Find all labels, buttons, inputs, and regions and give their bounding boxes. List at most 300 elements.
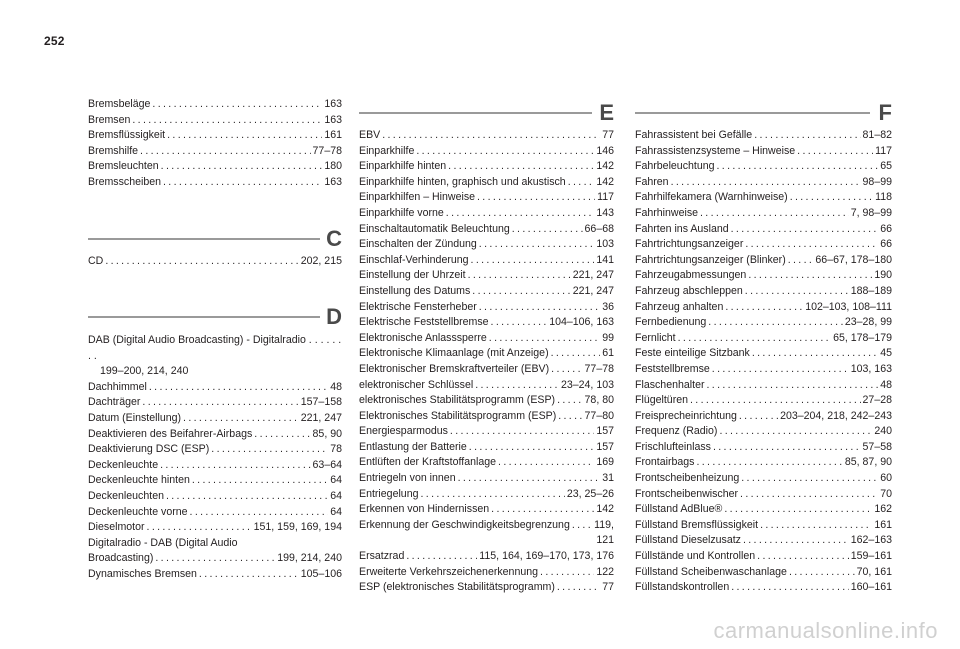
leader-dots bbox=[147, 520, 252, 536]
index-pages: 103 bbox=[596, 238, 614, 251]
index-entry bbox=[88, 489, 342, 505]
index-entry bbox=[88, 551, 342, 567]
index-term: Datum (Einstellung) bbox=[88, 411, 182, 424]
leader-dots bbox=[416, 144, 594, 160]
index-pages: 70, 161 bbox=[856, 565, 892, 578]
index-pages: 162–163 bbox=[850, 534, 892, 547]
section-divider bbox=[88, 316, 320, 318]
index-pages: 142 bbox=[596, 160, 614, 173]
index-pages: 31 bbox=[602, 472, 614, 485]
index-pages: 117 bbox=[875, 144, 892, 157]
index-term: Füllstandskontrollen bbox=[635, 581, 730, 594]
index-group-f bbox=[635, 128, 892, 596]
index-entry bbox=[635, 471, 892, 487]
index-entry bbox=[635, 159, 892, 175]
index-pages: 77–78 bbox=[584, 362, 614, 375]
index-term: Füllstand Scheibenwaschanlage bbox=[635, 565, 787, 578]
index-pages: 115, 164, 169–170, 173, 176 bbox=[479, 550, 614, 563]
index-term: Fernlicht bbox=[635, 331, 676, 344]
index-term: Feststellbremse bbox=[635, 362, 710, 375]
leader-dots bbox=[731, 580, 849, 596]
index-term: Deckenleuchte vorne bbox=[88, 505, 188, 518]
index-pages: 70 bbox=[880, 487, 892, 500]
index-pages: 66–67, 178–180 bbox=[815, 253, 892, 266]
index-term: CD bbox=[88, 255, 104, 267]
index-entry bbox=[635, 253, 892, 269]
index-entry bbox=[635, 518, 892, 534]
index-pages: 66 bbox=[880, 238, 892, 251]
leader-dots bbox=[477, 190, 595, 206]
index-entry bbox=[635, 237, 892, 253]
index-entry bbox=[635, 424, 892, 440]
index-term: Dieselmotor bbox=[88, 521, 145, 534]
index-pages: 23–28, 99 bbox=[844, 316, 892, 329]
leader-dots bbox=[199, 567, 299, 583]
leader-dots bbox=[754, 128, 860, 144]
index-pages: 48 bbox=[880, 378, 892, 391]
leader-dots bbox=[678, 331, 831, 347]
index-term: Fahrassistenzsysteme – Hinweise bbox=[635, 144, 796, 157]
index-term: Fahrtrichtungsanzeiger bbox=[635, 238, 744, 251]
index-term: Einparkhilfe hinten, graphisch und akustisch bbox=[359, 175, 566, 188]
index-term: Digitalradio - DAB (Digital Audio bbox=[88, 536, 238, 549]
leader-dots bbox=[132, 113, 322, 129]
index-pages: 163 bbox=[324, 175, 342, 188]
index-pages: 221, 247 bbox=[572, 269, 614, 282]
index-entry bbox=[635, 378, 892, 394]
index-entry bbox=[635, 533, 892, 549]
index-pages: 85, 90 bbox=[312, 427, 342, 440]
index-entry bbox=[359, 378, 614, 394]
index-term: Einparkhilfe hinten bbox=[359, 160, 447, 173]
index-entry bbox=[359, 331, 614, 347]
index-term: Fahrhilfekamera (Warnhinweise) bbox=[635, 191, 788, 204]
index-term: Deckenleuchte bbox=[88, 458, 159, 471]
index-entry bbox=[359, 315, 614, 331]
leader-dots bbox=[731, 222, 879, 238]
index-pages: 161 bbox=[324, 129, 342, 142]
index-term: Dynamisches Bremsen bbox=[88, 567, 197, 580]
index-entry bbox=[88, 505, 342, 521]
index-term: Flügeltüren bbox=[635, 394, 688, 407]
section-header-c bbox=[88, 224, 342, 254]
index-term: Fahrzeugabmessungen bbox=[635, 269, 747, 282]
leader-dots bbox=[717, 159, 879, 175]
index-pages: 23–24, 103 bbox=[560, 378, 614, 391]
page-number: 252 bbox=[44, 34, 65, 48]
index-pages: 157 bbox=[596, 440, 614, 453]
index-entry bbox=[359, 128, 614, 144]
leader-dots bbox=[498, 455, 594, 471]
index-entry bbox=[635, 580, 892, 596]
leader-dots bbox=[745, 284, 849, 300]
leader-dots bbox=[790, 190, 873, 206]
leader-dots bbox=[551, 346, 601, 362]
leader-dots bbox=[725, 300, 803, 316]
index-term: Fahrzeug anhalten bbox=[635, 300, 724, 313]
index-pages: 78 bbox=[330, 443, 342, 456]
index-pages: 104–106, 163 bbox=[549, 316, 614, 329]
index-pages: 60 bbox=[880, 472, 892, 485]
index-term: Energiesparmodus bbox=[359, 425, 448, 438]
index-pages: 66–68 bbox=[584, 222, 614, 235]
index-entry bbox=[635, 222, 892, 238]
watermark: carmanualsonline.info bbox=[713, 618, 938, 643]
index-pages: 190 bbox=[874, 269, 892, 282]
leader-dots bbox=[142, 395, 298, 411]
index-entry bbox=[359, 580, 614, 596]
leader-dots bbox=[211, 442, 328, 458]
index-entry bbox=[88, 427, 342, 443]
index-entry bbox=[635, 549, 892, 565]
leader-dots bbox=[468, 268, 571, 284]
leader-dots bbox=[719, 424, 872, 440]
index-pages: 159–161 bbox=[850, 550, 892, 563]
leader-dots bbox=[741, 471, 878, 487]
index-entry bbox=[88, 395, 342, 411]
index-term: elektronischer Schlüssel bbox=[359, 378, 474, 391]
index-entry bbox=[635, 190, 892, 206]
index-term: Fahrtrichtungsanzeiger (Blinker) bbox=[635, 253, 786, 266]
index-pages: 199–200, 214, 240 bbox=[100, 365, 189, 378]
index-term: Deckenleuchten bbox=[88, 489, 164, 502]
leader-dots bbox=[190, 505, 329, 521]
index-entry bbox=[359, 471, 614, 487]
index-pages: 118 bbox=[875, 191, 892, 204]
index-pages: 169 bbox=[596, 456, 614, 469]
index-pages: 240 bbox=[874, 425, 892, 438]
index-pages: 64 bbox=[330, 505, 342, 518]
section-header-f bbox=[635, 98, 892, 128]
index-term: Erkennen von Hindernissen bbox=[359, 503, 490, 516]
index-entry bbox=[359, 455, 614, 471]
index-entry bbox=[635, 300, 892, 316]
index-term: Einparkhilfen – Hinweise bbox=[359, 191, 476, 204]
leader-dots bbox=[382, 128, 600, 144]
index-term: Entriegeln von innen bbox=[359, 472, 456, 485]
leader-dots bbox=[540, 565, 594, 581]
index-pages: 141 bbox=[596, 253, 614, 266]
index-pages: 199, 214, 240 bbox=[277, 552, 342, 565]
index-pages: 99 bbox=[602, 331, 614, 344]
index-pages: 221, 247 bbox=[300, 411, 342, 424]
leader-dots bbox=[105, 254, 298, 270]
index-pages: 142 bbox=[596, 175, 614, 188]
leader-dots bbox=[183, 411, 299, 427]
section-letter-c: C bbox=[326, 226, 342, 251]
leader-dots bbox=[743, 533, 849, 549]
index-entry bbox=[359, 440, 614, 456]
index-pages: 105–106 bbox=[300, 567, 342, 580]
index-entry bbox=[359, 518, 614, 534]
index-pages: 98–99 bbox=[862, 175, 892, 188]
index-entry bbox=[635, 206, 892, 222]
section-divider bbox=[359, 112, 592, 114]
index-term: Bremshilfe bbox=[88, 144, 139, 157]
leader-dots bbox=[469, 440, 595, 456]
leader-dots bbox=[557, 580, 600, 596]
section-divider bbox=[635, 112, 870, 114]
index-entry bbox=[359, 237, 614, 253]
index-pages: 48 bbox=[330, 380, 342, 393]
index-term: Ersatzrad bbox=[359, 550, 405, 563]
index-entry bbox=[88, 536, 342, 552]
leader-dots bbox=[708, 315, 843, 331]
index-entry bbox=[359, 502, 614, 518]
leader-dots bbox=[254, 427, 310, 443]
index-pages: 146 bbox=[596, 144, 614, 157]
leader-dots bbox=[166, 489, 328, 505]
index-pages: 77–80 bbox=[584, 409, 614, 422]
leader-dots bbox=[140, 144, 310, 160]
index-pages: 121 bbox=[596, 534, 614, 547]
index-entry bbox=[635, 284, 892, 300]
index-entry bbox=[88, 380, 342, 396]
index-term: Frontscheibenheizung bbox=[635, 472, 740, 485]
index-entry bbox=[359, 144, 614, 160]
index-term: Frontscheibenwischer bbox=[635, 487, 739, 500]
index-entry bbox=[359, 284, 614, 300]
leader-dots bbox=[707, 378, 879, 394]
index-pages: 64 bbox=[330, 474, 342, 487]
index-entry bbox=[88, 159, 342, 175]
index-pages: 77 bbox=[602, 581, 614, 594]
index-entry bbox=[359, 362, 614, 378]
index-entry bbox=[88, 411, 342, 427]
index-pages: 143 bbox=[596, 206, 614, 219]
index-pages: 63–64 bbox=[312, 458, 342, 471]
index-term: Fahrten ins Ausland bbox=[635, 222, 729, 235]
index-term: Füllstand Bremsflüssigkeit bbox=[635, 518, 759, 531]
index-pages: 117 bbox=[597, 191, 614, 204]
index-pages: 203–204, 218, 242–243 bbox=[780, 409, 892, 422]
leader-dots bbox=[700, 206, 849, 222]
index-term: Entlüften der Kraftstoffanlage bbox=[359, 456, 497, 469]
index-term: Füllstand AdBlue® bbox=[635, 503, 723, 516]
index-pages: 102–103, 108–111 bbox=[805, 300, 892, 313]
leader-dots bbox=[713, 440, 861, 456]
index-term: Elektrische Fensterheber bbox=[359, 300, 477, 313]
leader-dots bbox=[421, 487, 565, 503]
index-pages: 157–158 bbox=[300, 396, 342, 409]
index-term: DAB (Digital Audio Broadcasting) - Digitalradio . . . . . . . . bbox=[88, 334, 342, 362]
leader-dots bbox=[471, 253, 595, 269]
index-pages: 65 bbox=[880, 160, 892, 173]
index-entry bbox=[359, 159, 614, 175]
index-pages: 61 bbox=[602, 347, 614, 360]
index-term: Frontairbags bbox=[635, 456, 695, 469]
index-entry bbox=[359, 175, 614, 191]
index-entry bbox=[359, 222, 614, 238]
leader-dots bbox=[740, 487, 878, 503]
index-term: Entlastung der Batterie bbox=[359, 440, 467, 453]
index-term: Einschalten der Zündung bbox=[359, 238, 477, 251]
index-term: Elektronisches Stabilitätsprogramm (ESP) bbox=[359, 409, 557, 422]
leader-dots bbox=[406, 549, 477, 565]
leader-dots bbox=[745, 237, 878, 253]
index-entry bbox=[635, 144, 892, 160]
leader-dots bbox=[450, 424, 594, 440]
index-entry bbox=[359, 206, 614, 222]
leader-dots bbox=[757, 549, 849, 565]
index-pages: 157 bbox=[596, 425, 614, 438]
index-term: Elektronische Anlasssperre bbox=[359, 331, 487, 344]
index-entry bbox=[88, 442, 342, 458]
index-pages: 161 bbox=[874, 518, 892, 531]
section-divider bbox=[88, 238, 320, 240]
index-pages: 103, 163 bbox=[850, 362, 892, 375]
index-entry bbox=[359, 393, 614, 409]
index-term: Dachträger bbox=[88, 396, 141, 409]
index-entry bbox=[88, 144, 342, 160]
index-term: Einschaltautomatik Beleuchtung bbox=[359, 222, 510, 235]
index-term: Broadcasting) bbox=[88, 552, 154, 565]
index-entry bbox=[359, 190, 614, 206]
leader-dots bbox=[163, 175, 322, 191]
leader-dots bbox=[446, 206, 595, 222]
index-group-b bbox=[88, 97, 342, 191]
leader-dots bbox=[161, 159, 323, 175]
index-term: Fahren bbox=[635, 175, 669, 188]
leader-dots bbox=[448, 159, 594, 175]
index-entry bbox=[88, 113, 342, 129]
index-entry bbox=[635, 393, 892, 409]
index-entry bbox=[88, 254, 342, 270]
index-term: Fernbedienung bbox=[635, 316, 707, 329]
index-pages: 180 bbox=[324, 160, 342, 173]
leader-dots bbox=[152, 97, 322, 113]
index-term: Dachhimmel bbox=[88, 380, 147, 393]
leader-dots bbox=[149, 380, 328, 396]
index-pages: 77–78 bbox=[312, 144, 342, 157]
index-pages: 162 bbox=[874, 503, 892, 516]
index-pages: 27–28 bbox=[862, 394, 892, 407]
leader-dots bbox=[491, 315, 548, 331]
leader-dots bbox=[479, 300, 600, 316]
index-entry bbox=[359, 409, 614, 425]
index-term: Einstellung des Datums bbox=[359, 284, 471, 297]
leader-dots bbox=[558, 409, 582, 425]
leader-dots bbox=[572, 518, 592, 534]
index-pages: 23, 25–26 bbox=[566, 487, 614, 500]
index-term: Fahrassistent bei Gefälle bbox=[635, 129, 753, 141]
index-entry bbox=[635, 331, 892, 347]
index-entry bbox=[635, 175, 892, 191]
leader-dots bbox=[160, 458, 310, 474]
index-term: Freisprecheinrichtung bbox=[635, 409, 737, 422]
index-entry bbox=[359, 268, 614, 284]
index-term: Elektronischer Bremskraftverteiler (EBV) bbox=[359, 362, 550, 375]
index-term: Fahrhinweise bbox=[635, 206, 699, 219]
index-term: Frequenz (Radio) bbox=[635, 425, 718, 438]
section-letter-f: F bbox=[878, 100, 892, 125]
index-pages: 78, 80 bbox=[584, 394, 614, 407]
index-entry bbox=[359, 253, 614, 269]
index-term: Erkennung der Geschwindigkeitsbegrenzung bbox=[359, 518, 570, 531]
index-term: Bremsen bbox=[88, 113, 131, 126]
section-letter-d: D bbox=[326, 304, 342, 329]
index-pages: 57–58 bbox=[862, 440, 892, 453]
leader-dots bbox=[671, 175, 861, 191]
index-entry bbox=[359, 487, 614, 503]
index-entry bbox=[359, 565, 614, 581]
index-term: Einparkhilfe vorne bbox=[359, 206, 444, 219]
index-group-e bbox=[359, 128, 614, 596]
index-pages: 85, 87, 90 bbox=[844, 456, 892, 469]
index-entry bbox=[635, 565, 892, 581]
index-entry bbox=[359, 424, 614, 440]
section-header-e bbox=[359, 98, 614, 128]
leader-dots bbox=[739, 409, 778, 425]
index-term: Frischlufteinlass bbox=[635, 440, 711, 453]
index-term: Füllstände und Kontrollen bbox=[635, 550, 756, 563]
index-term: elektronisches Stabilitätsprogramm (ESP) bbox=[359, 394, 556, 407]
index-pages: 64 bbox=[330, 489, 342, 502]
index-entry bbox=[88, 458, 342, 474]
index-entry bbox=[635, 455, 892, 471]
index-term: Fahrbeleuchtung bbox=[635, 160, 715, 173]
leader-dots bbox=[458, 471, 601, 487]
index-pages: 142 bbox=[596, 503, 614, 516]
leader-dots bbox=[551, 362, 582, 378]
index-term: Erweiterte Verkehrszeichenerkennung bbox=[359, 565, 539, 578]
index-entry bbox=[359, 346, 614, 362]
index-pages: 163 bbox=[324, 113, 342, 126]
leader-dots bbox=[748, 268, 872, 284]
index-term: Füllstand Dieselzusatz bbox=[635, 534, 741, 547]
index-entry bbox=[359, 300, 614, 316]
index-term: EBV bbox=[359, 129, 381, 141]
index-pages: 77 bbox=[602, 129, 614, 141]
index-entry bbox=[635, 268, 892, 284]
index-entry bbox=[88, 128, 342, 144]
index-term: Bremsflüssigkeit bbox=[88, 129, 166, 142]
index-term: Einschlaf-Verhinderung bbox=[359, 253, 469, 266]
index-pages: 221, 247 bbox=[572, 284, 614, 297]
index-entry bbox=[88, 333, 342, 380]
index-group-d bbox=[88, 333, 342, 583]
index-term: Entriegelung bbox=[359, 487, 419, 500]
leader-dots bbox=[167, 128, 322, 144]
index-entry bbox=[635, 346, 892, 362]
index-term: ESP (elektronisches Stabilitätsprogramm) bbox=[359, 581, 555, 594]
leader-dots bbox=[475, 378, 559, 394]
index-pages: 81–82 bbox=[862, 129, 892, 141]
index-pages: 151, 159, 169, 194 bbox=[253, 521, 342, 534]
index-pages: 188–189 bbox=[850, 284, 892, 297]
index-term: Deaktivierung DSC (ESP) bbox=[88, 443, 210, 456]
index-entry bbox=[88, 520, 342, 536]
index-pages: 119, bbox=[594, 518, 614, 531]
leader-dots bbox=[690, 393, 861, 409]
index-term: Fahrzeug abschleppen bbox=[635, 284, 743, 297]
index-entry bbox=[88, 473, 342, 489]
leader-dots bbox=[472, 284, 570, 300]
leader-dots bbox=[192, 473, 328, 489]
index-entry bbox=[635, 409, 892, 425]
index-entry bbox=[635, 487, 892, 503]
index-term: Einparkhilfe bbox=[359, 144, 415, 157]
index-pages: 65, 178–179 bbox=[833, 331, 892, 344]
index-entry bbox=[88, 175, 342, 191]
leader-dots bbox=[696, 455, 842, 471]
section-header-d bbox=[88, 302, 342, 332]
index-entry bbox=[635, 128, 892, 144]
index-entry bbox=[88, 567, 342, 583]
leader-dots bbox=[788, 253, 814, 269]
index-pages: 163 bbox=[324, 98, 342, 110]
index-term: Bremsleuchten bbox=[88, 160, 159, 173]
